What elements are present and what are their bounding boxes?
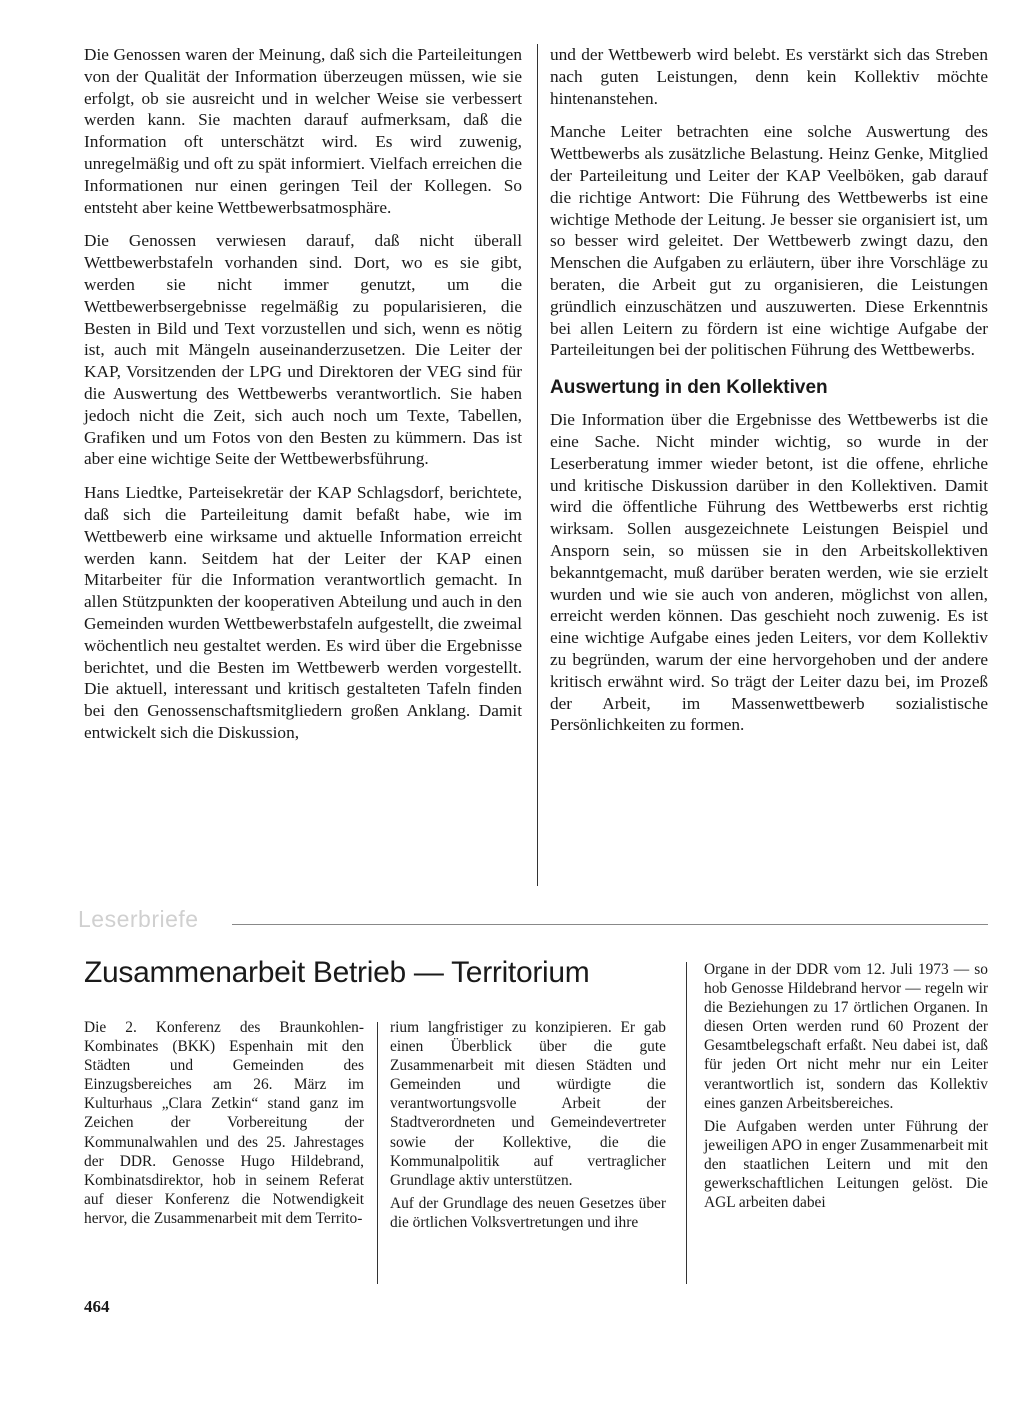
paragraph: rium langfristiger zu konzipieren. Er gab einen Überblick über die gute Zusammenarbeit mit diesen Städten und Gemeinden und würdigte die verantwortungsvolle Arbeit der Stadtverordneten und Gemeindevertreter sowie der Kollektive, die die Kommunalpolitik auf vertraglicher Grundlage aktiv unterstützen. bbox=[390, 1019, 666, 1189]
article-column-left bbox=[84, 44, 522, 756]
paragraph: Hans Liedtke, Parteisekretär der KAP Schlagsdorf, berichtete, daß sich die Parteileitung damit befaßt habe, wie im Wettbewerb eine wirksame und aktuelle Information erreicht werden kann. Seitdem hat der Leiter der KAP einen Mitarbeiter für die Information verantwortlich gemacht. In allen Stützpunkten der kooperativen Abteilung und auch in den Gemeinden wurden Wettbewerbstafeln aufgestellt, die zweimal wöchentlich neu gestaltet werden. Es wird über die Ergebnisse berichtet, und die Besten im Wettbewerb werden vorgestellt. Die aktuell, interessant und kritisch gestalteten Tafeln finden bei den Genossenschaftsmitgliedern großen Anklang. Damit entwickelt sich die Diskussion, bbox=[84, 483, 522, 742]
section-label: Leserbriefe bbox=[78, 906, 199, 932]
column-divider bbox=[377, 1022, 378, 1284]
letter-column-1 bbox=[84, 1018, 364, 1232]
paragraph: Organe in der DDR vom 12. Juli 1973 — so hob Genosse Hildebrand hervor — regeln wir die Beziehungen zu 17 örtlichen Organen. In diesen Orten werden rund 60 Prozent der Gesamtbelegschaft erfaßt. Neu dabei ist, daß für jeden Ort nicht mehr nur ein Leiter verantwortlich ist, sondern das Kollektiv eines ganzen Arbeitsbereiches. bbox=[704, 961, 988, 1112]
paragraph: Die Genossen verwiesen darauf, daß nicht überall Wettbewerbstafeln vorhanden sind. Dort, wo es sie gibt, werden sie nicht immer genutzt, um die Wettbewerbsergebnisse regelmäßig zu popularisieren, die Besten in Bild und Text vorzustellen und sich, wenn es nötig ist, auch mit Mängeln auseinanderzusetzen. Die Leiter der KAP, Vorsitzenden der LPG und Direktoren der VEG sind für die Auswertung des Wettbewerbs verantwortlich. Sie haben jedoch nicht die Zeit, sich auch noch um Texte, Tabellen, Grafiken und um Fotos von den Besten zu kümmern. Das ist aber eine wichtige Seite der Wettbewerbsführung. bbox=[84, 231, 522, 469]
paragraph: Manche Leiter betrachten eine solche Auswertung des Wettbewerbs als zusätzliche Belastung. Heinz Genke, Mitglied der Parteileitung und Leiter der KAP Veelböken, gab darauf die richtige Antwort: Die Führung des Wettbewerbs ist eine wichtige Methode der Leitung. Je besser sie organisiert ist, um so besser wird geleitet. Der Wettbewerb zwingt dazu, den Menschen die Aufgaben zu erläutern, über ihre Vorschläge zu beraten, die Arbeit gut zu organisieren, die Leistungen gründlich einzuschätzen und auszuwerten. Diese Erkenntnis bei allen Leitern zu fördern ist eine wichtige Aufgabe der Parteileitungen bei der politischen Führung des Wettbewerbs. bbox=[550, 122, 988, 360]
section-rule bbox=[232, 924, 988, 925]
paragraph: Die Genossen waren der Meinung, daß sich die Parteileitungen von der Qualität der Information überzeugen müssen, wie sie erfolgt, ob sie ausreicht und in welcher Weise sie verbessert werden kann. Sie machten darauf aufmerksam, daß die Information oft unterschätzt wird. Es wird zuwenig, unregelmäßig und oft zu spät informiert. Vielfach erreichen die Informationen nur einen geringen Teil der Kollegen. So entsteht aber keine Wettbewerbsatmosphäre. bbox=[84, 45, 522, 217]
paragraph: Auf der Grundlage des neuen Gesetzes über die örtlichen Volksvertretungen und ihre bbox=[390, 1194, 666, 1231]
letter-column-2 bbox=[390, 1018, 666, 1236]
paragraph: Die Aufgaben werden unter Führung der jeweiligen APO in enger Zusammenarbeit mit den staatlichen Leitern und mit den gewerkschaftlichen Leitungen gelöst. Die AGL arbeiten dabei bbox=[704, 1117, 988, 1212]
letter-column-3 bbox=[704, 960, 988, 1216]
paragraph: Die 2. Konferenz des Braunkohlen-Kombinates (BKK) Espenhain mit den Städten und Gemeinden des Einzugsbereiches am 26. März im Kulturhaus „Clara Zetkin“ stand ganz im Zeichen der Vorbereitung der Kommunalwahlen und des 25. Jahrestages der DDR. Genosse Hugo Hildebrand, Kombinatsdirektor, hob in seinem Referat auf dieser Konferenz die Notwendigkeit hervor, die Zusammenarbeit mit dem Territo- bbox=[84, 1019, 364, 1227]
article-column-right bbox=[550, 44, 988, 748]
column-divider bbox=[686, 962, 687, 1284]
paragraph: Die Information über die Ergebnisse des Wettbewerbs ist die eine Sache. Nicht minder wichtig, so wurde in der Leserberatung immer wieder betont, ist die offene, ehrliche und kritische Diskussion darüber in den Kollektiven. Damit wird die öffentliche Führung des Wettbewerbs erst richtig wirksam. Sollen ausgezeichnete Leistungen Beispiel und Ansporn sein, so müssen sie in den Arbeitskollektiven bekanntgemacht, muß darüber beraten werden, wie sie erzielt wurden und wie sie auch von anderen, möglichst von allen, erreicht werden können. Das geschieht noch zuwenig. Es ist eine wichtige Aufgabe eines jeden Leiters, vor dem Kollektiv zu begründen, warum der eine hervorgehoben und der andere kritisch erwähnt wird. So trägt der Leiter dazu bei, im Prozeß der Arbeit, im Massenwettbewerb sozialistische Persönlichkeiten zu formen. bbox=[550, 410, 988, 735]
paragraph: und der Wettbewerb wird belebt. Es verstärkt sich das Streben nach guten Leistungen, denn kein Kollektiv möchte hintenanstehen. bbox=[550, 45, 988, 108]
page-number: 464 bbox=[84, 1297, 110, 1316]
column-divider bbox=[537, 44, 538, 886]
article-headline: Zusammenarbeit Betrieb — Territorium bbox=[84, 956, 590, 989]
subheading: Auswertung in den Kollektiven bbox=[550, 377, 828, 399]
